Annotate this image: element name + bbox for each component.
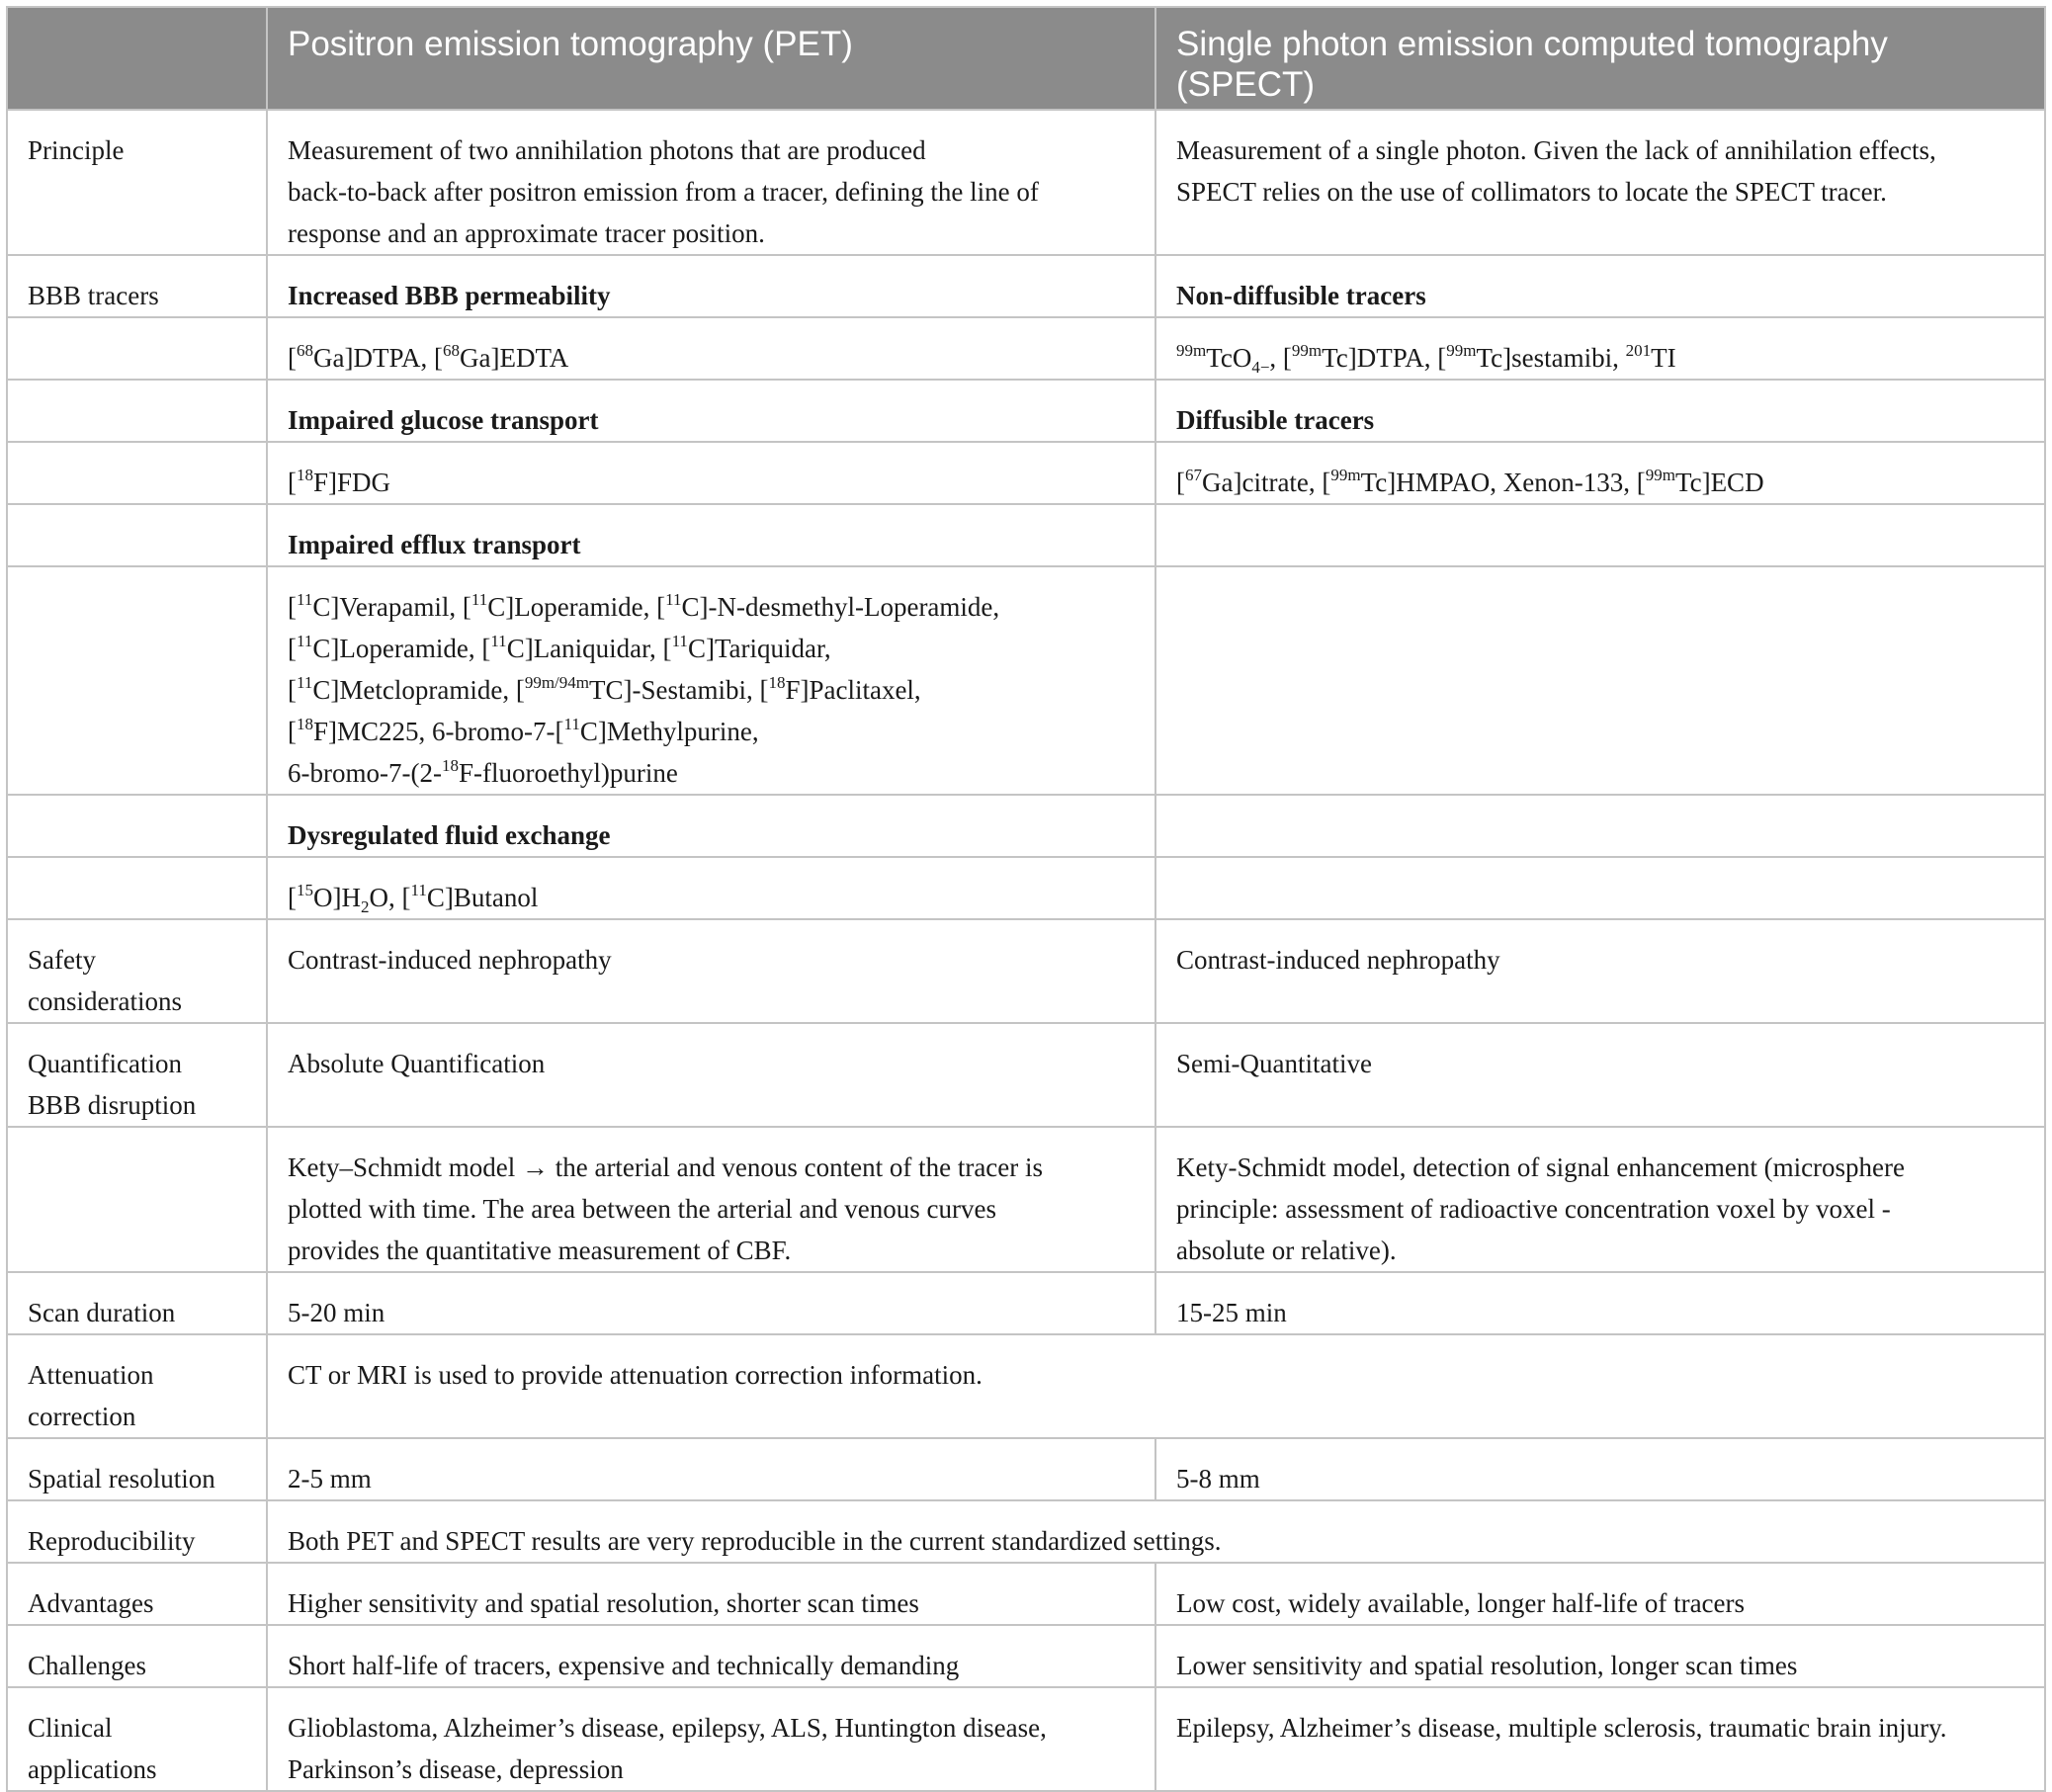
principle-pet-line-1: Measurement of two annihilation photons that are produced: [288, 135, 926, 165]
tracer-text: F]FDG: [313, 468, 391, 497]
quant-label-line-2: BBB disruption: [28, 1090, 197, 1120]
clin-spect: Epilepsy, Alzheimer’s disease, multiple sclerosis, traumatic brain injury.: [1155, 1687, 2045, 1791]
tracers-label-empty: [7, 442, 267, 504]
quant-spect-model: [1155, 1127, 2045, 1272]
chal-spect: Lower sensitivity and spatial resolution, longer scan times: [1155, 1625, 2045, 1687]
tracers-label-empty: [7, 380, 267, 442]
clin-pet-line-1: Glioblastoma, Alzheimer’s disease, epilepsy, ALS, Huntington disease,: [288, 1713, 1047, 1743]
spatial-label: Spatial resolution: [7, 1438, 267, 1500]
adv-pet: Higher sensitivity and spatial resolution, shorter scan times: [267, 1563, 1155, 1625]
tracer-text: Tc]ECD: [1674, 468, 1764, 497]
isotope-superscript: 99m: [1645, 466, 1675, 484]
quant-model-label-empty: [7, 1127, 267, 1272]
row-attenuation: [7, 1334, 2045, 1438]
tracers-label-empty: [7, 795, 267, 857]
isotope-superscript: 68: [443, 341, 460, 360]
principle-pet-line-3: response and an approximate tracer position.: [288, 218, 765, 248]
isotope-superscript: 99m: [1446, 341, 1477, 360]
clin-pet-line-2: Parkinson’s disease, depression: [288, 1754, 624, 1784]
spatial-pet: 2-5 mm: [267, 1438, 1155, 1500]
tracer-text: O, [: [369, 883, 411, 912]
tracers-spect-empty: [1155, 857, 2045, 919]
row-quant-model: [7, 1127, 2045, 1272]
row-spatial-resolution: [7, 1438, 2045, 1500]
efflux-line-3: [$^{11}$C]Metclopramide, [$^{99m/94m}$TC]-Sestamibi, [$^{18}$F]Paclitaxel,: [288, 673, 921, 705]
repro-both: Both PET and SPECT results are very reproducible in the current standardized settings.: [267, 1500, 2045, 1563]
isotope-superscript: 18: [297, 466, 313, 484]
tracers-pet-efflux-list: [267, 566, 1155, 795]
adv-spect: Low cost, widely available, longer half-life of tracers: [1155, 1563, 2045, 1625]
clin-label-line-1: Clinical: [28, 1713, 113, 1743]
quant-spect-model-line-2: principle: assessment of radioactive concentration voxel by voxel -: [1176, 1194, 1891, 1224]
tracers-label-empty: [7, 566, 267, 795]
row-tracers-list-4: [7, 857, 2045, 919]
row-reproducibility: [7, 1500, 2045, 1563]
row-tracers-heading-2: [7, 380, 2045, 442]
clin-label: [7, 1687, 267, 1791]
tracers-spect-heading-diffusible: Diffusible tracers: [1155, 380, 2045, 442]
isotope-superscript: 11: [410, 881, 427, 899]
row-clinical: [7, 1687, 2045, 1791]
row-tracers-list-1: [7, 317, 2045, 380]
tracers-pet-glucose-list: [$^{18}$F]FDG: [267, 442, 1155, 504]
tracer-text: Ga]citrate, [: [1202, 468, 1331, 497]
isotope-superscript: 201: [1625, 341, 1652, 360]
tracer-text: Tc]HMPAO, Xenon-133, [: [1360, 468, 1646, 497]
quant-pet-model-line-3: provides the quantitative measurement of CBF.: [288, 1236, 792, 1265]
tracers-pet-heading-fluid: Dysregulated fluid exchange: [267, 795, 1155, 857]
principle-label: Principle: [7, 110, 267, 255]
quant-pet: Absolute Quantification: [267, 1023, 1155, 1127]
row-advantages: [7, 1563, 2045, 1625]
quant-pet-model-line-1: Kety–Schmidt model → the arterial and venous content of the tracer is: [288, 1152, 1044, 1182]
tracers-pet-fluid-list: $[^{15}O]H_2O$, [$^{11}$C]Butanol: [267, 857, 1155, 919]
quant-label-line-1: Quantification: [28, 1049, 182, 1078]
tracer-subscript: 2: [361, 897, 370, 916]
safety-label-line-1: Safety: [28, 945, 96, 975]
row-principle: [7, 110, 2045, 255]
tracers-label-empty: [7, 857, 267, 919]
row-safety: [7, 919, 2045, 1023]
tracer-text: Ga]DTPA, [: [313, 343, 443, 373]
repro-label: Reproducibility: [7, 1500, 267, 1563]
row-quantification: [7, 1023, 2045, 1127]
isotope-superscript: 68: [297, 341, 313, 360]
scan-label: Scan duration: [7, 1272, 267, 1334]
safety-pet: Contrast-induced nephropathy: [267, 919, 1155, 1023]
adv-label: Advantages: [7, 1563, 267, 1625]
isotope-superscript: 99m: [1330, 466, 1361, 484]
safety-spect: Contrast-induced nephropathy: [1155, 919, 2045, 1023]
chal-pet: Short half-life of tracers, expensive and technically demanding: [267, 1625, 1155, 1687]
efflux-line-2: [$^{11}$C]Loperamide, [$^{11}$C]Laniquidar, [$^{11}$C]Tariquidar,: [288, 632, 831, 663]
atten-label-line-1: Attenuation: [28, 1360, 154, 1390]
quant-spect: Semi-Quantitative: [1155, 1023, 2045, 1127]
tracer-text: Tc]sestamibi,: [1476, 343, 1626, 373]
isotope-superscript: 99m: [1291, 341, 1323, 360]
principle-pet: [267, 110, 1155, 255]
row-tracers-list-2: [7, 442, 2045, 504]
header-row: [7, 7, 2045, 110]
quant-pet-model-line-2: plotted with time. The area between the arterial and venous curves: [288, 1194, 996, 1224]
quant-spect-model-line-3: absolute or relative).: [1176, 1236, 1397, 1265]
clin-pet: [267, 1687, 1155, 1791]
tracers-spect-empty: [1155, 504, 2045, 566]
tracer-text: , [: [1269, 343, 1292, 373]
tracers-spect-heading-nondiffusible: Non-diffusible tracers: [1155, 255, 2045, 317]
atten-label-line-2: correction: [28, 1402, 136, 1431]
tracers-spect-empty: [1155, 795, 2045, 857]
principle-spect: [1155, 110, 2045, 255]
efflux-line-4: [$^{18}$F]MC225, 6-bromo-7-[$^{11}$C]Methylpurine,: [288, 715, 759, 746]
principle-pet-line-2: back-to-back after positron emission from a tracer, defining the line of: [288, 177, 1039, 207]
row-tracers-heading-3: [7, 504, 2045, 566]
isotope-superscript: 99m: [1176, 341, 1207, 360]
pet-spect-comparison-table: [6, 6, 2046, 1792]
tracers-pet-heading-permeability: Increased BBB permeability: [267, 255, 1155, 317]
tracers-spect-empty: [1155, 566, 2045, 795]
clin-label-line-2: applications: [28, 1754, 157, 1784]
principle-spect-line-1: Measurement of a single photon. Given the lack of annihilation effects,: [1176, 135, 1936, 165]
safety-label: [7, 919, 267, 1023]
tracer-text: O]H: [313, 883, 361, 912]
header-corner: [7, 7, 267, 110]
tracer-text: C]Butanol: [426, 883, 539, 912]
tracer-text: TcO: [1206, 343, 1252, 373]
tracers-label-empty: [7, 504, 267, 566]
tracers-pet-heading-efflux: Impaired efflux transport: [267, 504, 1155, 566]
quant-spect-model-line-1: Kety-Schmidt model, detection of signal enhancement (microsphere: [1176, 1152, 1906, 1182]
safety-label-line-2: considerations: [28, 986, 182, 1016]
scan-pet: 5-20 min: [267, 1272, 1155, 1334]
quant-label: [7, 1023, 267, 1127]
tracers-pet-heading-glucose: Impaired glucose transport: [267, 380, 1155, 442]
scan-spect: 15-25 min: [1155, 1272, 2045, 1334]
row-tracers-heading-1: [7, 255, 2045, 317]
efflux-line-5: 6-bromo-7-(2-$^{18}$F-fluoroethyl)purine: [288, 756, 678, 788]
tracer-text: Tc]DTPA, [: [1322, 343, 1447, 373]
tracer-text: TI: [1651, 343, 1676, 373]
tracers-pet-permeability-list: [$^{68}$Ga]DTPA, [$^{68}$Ga]EDTA: [267, 317, 1155, 380]
header-pet: Positron emission tomography (PET): [267, 7, 1155, 110]
header-spect: Single photon emission computed tomography (SPECT): [1155, 7, 2045, 110]
chal-label: Challenges: [7, 1625, 267, 1687]
efflux-line-1: [$^{11}$C]Verapamil, [$^{11}$C]Loperamide, [$^{11}$C]-N-desmethyl-Loperamide,: [288, 590, 1000, 622]
row-challenges: [7, 1625, 2045, 1687]
row-scan-duration: [7, 1272, 2045, 1334]
spatial-spect: 5-8 mm: [1155, 1438, 2045, 1500]
tracer-subscript: 4−: [1251, 358, 1270, 377]
row-tracers-list-3: [7, 566, 2045, 795]
atten-label: [7, 1334, 267, 1438]
row-tracers-heading-4: [7, 795, 2045, 857]
tracers-label-empty: [7, 317, 267, 380]
tracers-spect-diffusible-list: [$^{67}$Ga]citrate, [$^{99m}$Tc]HMPAO, Xenon-133, [$^{99m}$Tc]ECD: [1155, 442, 2045, 504]
tracers-spect-nondiffusible-list: [1155, 317, 2045, 380]
isotope-superscript: 67: [1185, 466, 1202, 484]
tracers-label: BBB tracers: [7, 255, 267, 317]
isotope-superscript: 15: [297, 881, 313, 899]
atten-both: CT or MRI is used to provide attenuation correction information.: [267, 1334, 2045, 1438]
quant-pet-model: [267, 1127, 1155, 1272]
principle-spect-line-2: SPECT relies on the use of collimators to locate the SPECT tracer.: [1176, 177, 1887, 207]
tracer-text: Ga]EDTA: [460, 343, 569, 373]
